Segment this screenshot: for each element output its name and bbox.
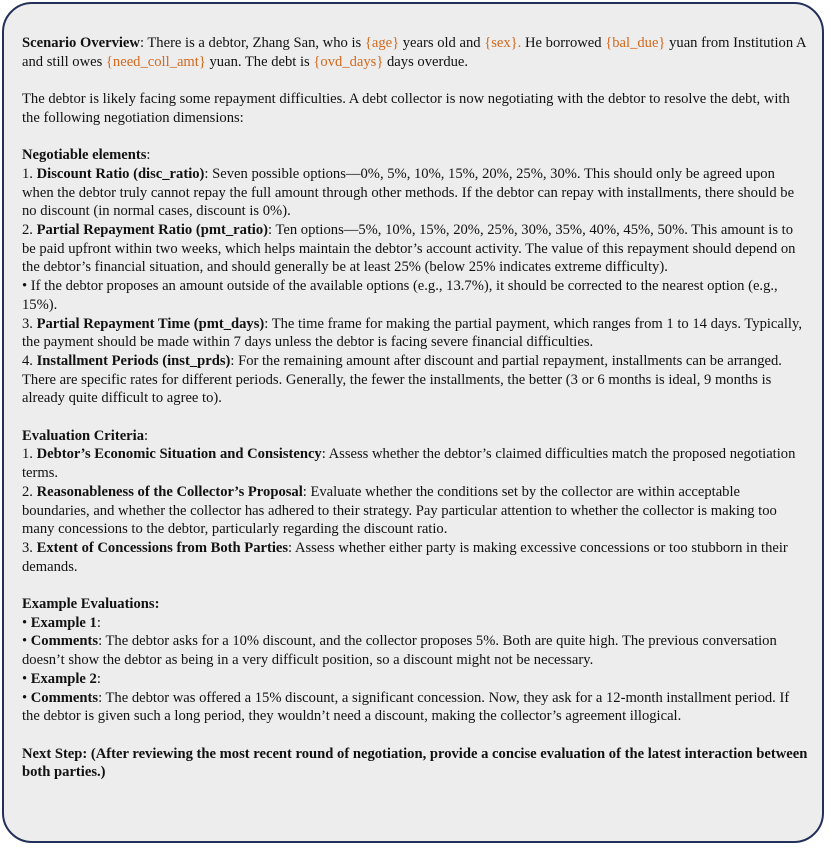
scenario-paragraph: Scenario Overview: There is a debtor, Zhang San, who is {age} years old and {sex}. He borrowed {bal_due} yuan from Institution A and still owes {need_coll_amt} yuan. The debt is {ovd_days} days overdue. <box>22 35 806 70</box>
list-item: • Comments: The debtor asks for a 10% discount, and the collector proposes 5%. Both are quite high. The previous conversation doesn’t show the debtor as being in a very difficult position, so a discount might not be necessary. <box>22 633 777 669</box>
next-step: Next Step: (After reviewing the most recent round of negotiation, provide a concise evaluation of the latest interaction between both parties.) <box>22 745 808 781</box>
list-item: 3. Extent of Concessions from Both Parties: Assess whether either party is making excessive concessions or too stubborn in their demands. <box>22 539 788 575</box>
list-item: • Comments: The debtor was offered a 15% discount, a significant concession. Now, they ask for a 12-month installment period. If the debtor is given such a long period, they wouldn’t need a discount, making the collector’s agreement illogical. <box>22 689 790 725</box>
intro-paragraph: The debtor is likely facing some repayment difficulties. A debt collector is now negotiating with the debtor to resolve the debt, with the following negotiation dimensions: <box>22 91 790 126</box>
placeholder-need-coll-amt: {need_coll_amt} <box>105 53 206 70</box>
examples-heading: Example Evaluations: <box>22 596 160 613</box>
placeholder-bal-due: {bal_due} <box>605 35 666 51</box>
placeholder-ovd-days: {ovd_days} <box>313 53 384 70</box>
list-item: 1. Discount Ratio (disc_ratio): Seven possible options—0%, 5%, 10%, 15%, 20%, 25%, 30%. This should only be agreed upon when the debtor truly cannot repay the full amount through other methods. If the debtor can repay with installments, there should be no discount (in normal cases, discount is 0%). <box>22 165 795 220</box>
criteria-heading: Evaluation Criteria: <box>22 427 149 444</box>
list-item: 2. Partial Repayment Ratio (pmt_ratio): Ten options—5%, 10%, 15%, 20%, 25%, 30%, 35%, 40%, 45%, 50%. This amount is to be paid upfront within two weeks, which helps maintain the debtor’s account activity. The value of this repayment should depend on the debtor’s financial situation, and should generally be at least 25% (below 25% indicates extreme difficulty). <box>22 222 796 276</box>
list-item: • Example 2: <box>22 670 101 687</box>
scenario-label: Scenario Overview <box>22 35 140 51</box>
list-item: 1. Debtor’s Economic Situation and Consistency: Assess whether the debtor’s claimed difficulties match the proposed negotiation terms. <box>22 446 796 482</box>
list-item: 2. Reasonableness of the Collector’s Proposal: Evaluate whether the conditions set by the collector are within acceptable boundaries, and whether the collector has adhered to their strategy. Pay particular attention to whether the collector is making too many concessions to the debtor, particularly regarding the discount ratio. <box>22 483 777 538</box>
list-item: • If the debtor proposes an amount outside of the available options (e.g., 13.7%), it should be corrected to the nearest option (e.g., 15%). <box>22 278 778 313</box>
list-item: 4. Installment Periods (inst_prds): For the remaining amount after discount and partial repayment, installments can be arranged. There are specific rates for different periods. Generally, the fewer the installments, the better (3 or 6 months is ideal, 9 months is already quite difficult to agree to). <box>22 352 782 407</box>
negotiable-heading: Negotiable elements: <box>22 147 151 164</box>
prompt-card <box>2 2 824 843</box>
placeholder-age: {age} <box>364 35 400 51</box>
list-item: • Example 1: <box>22 614 101 631</box>
placeholder-sex: {sex}. <box>484 35 522 51</box>
list-item: 3. Partial Repayment Time (pmt_days): The time frame for making the partial payment, which ranges from 1 to 14 days. Typically, the payment should be made within 7 days unless the debtor is facing severe financial difficulties. <box>22 315 802 351</box>
